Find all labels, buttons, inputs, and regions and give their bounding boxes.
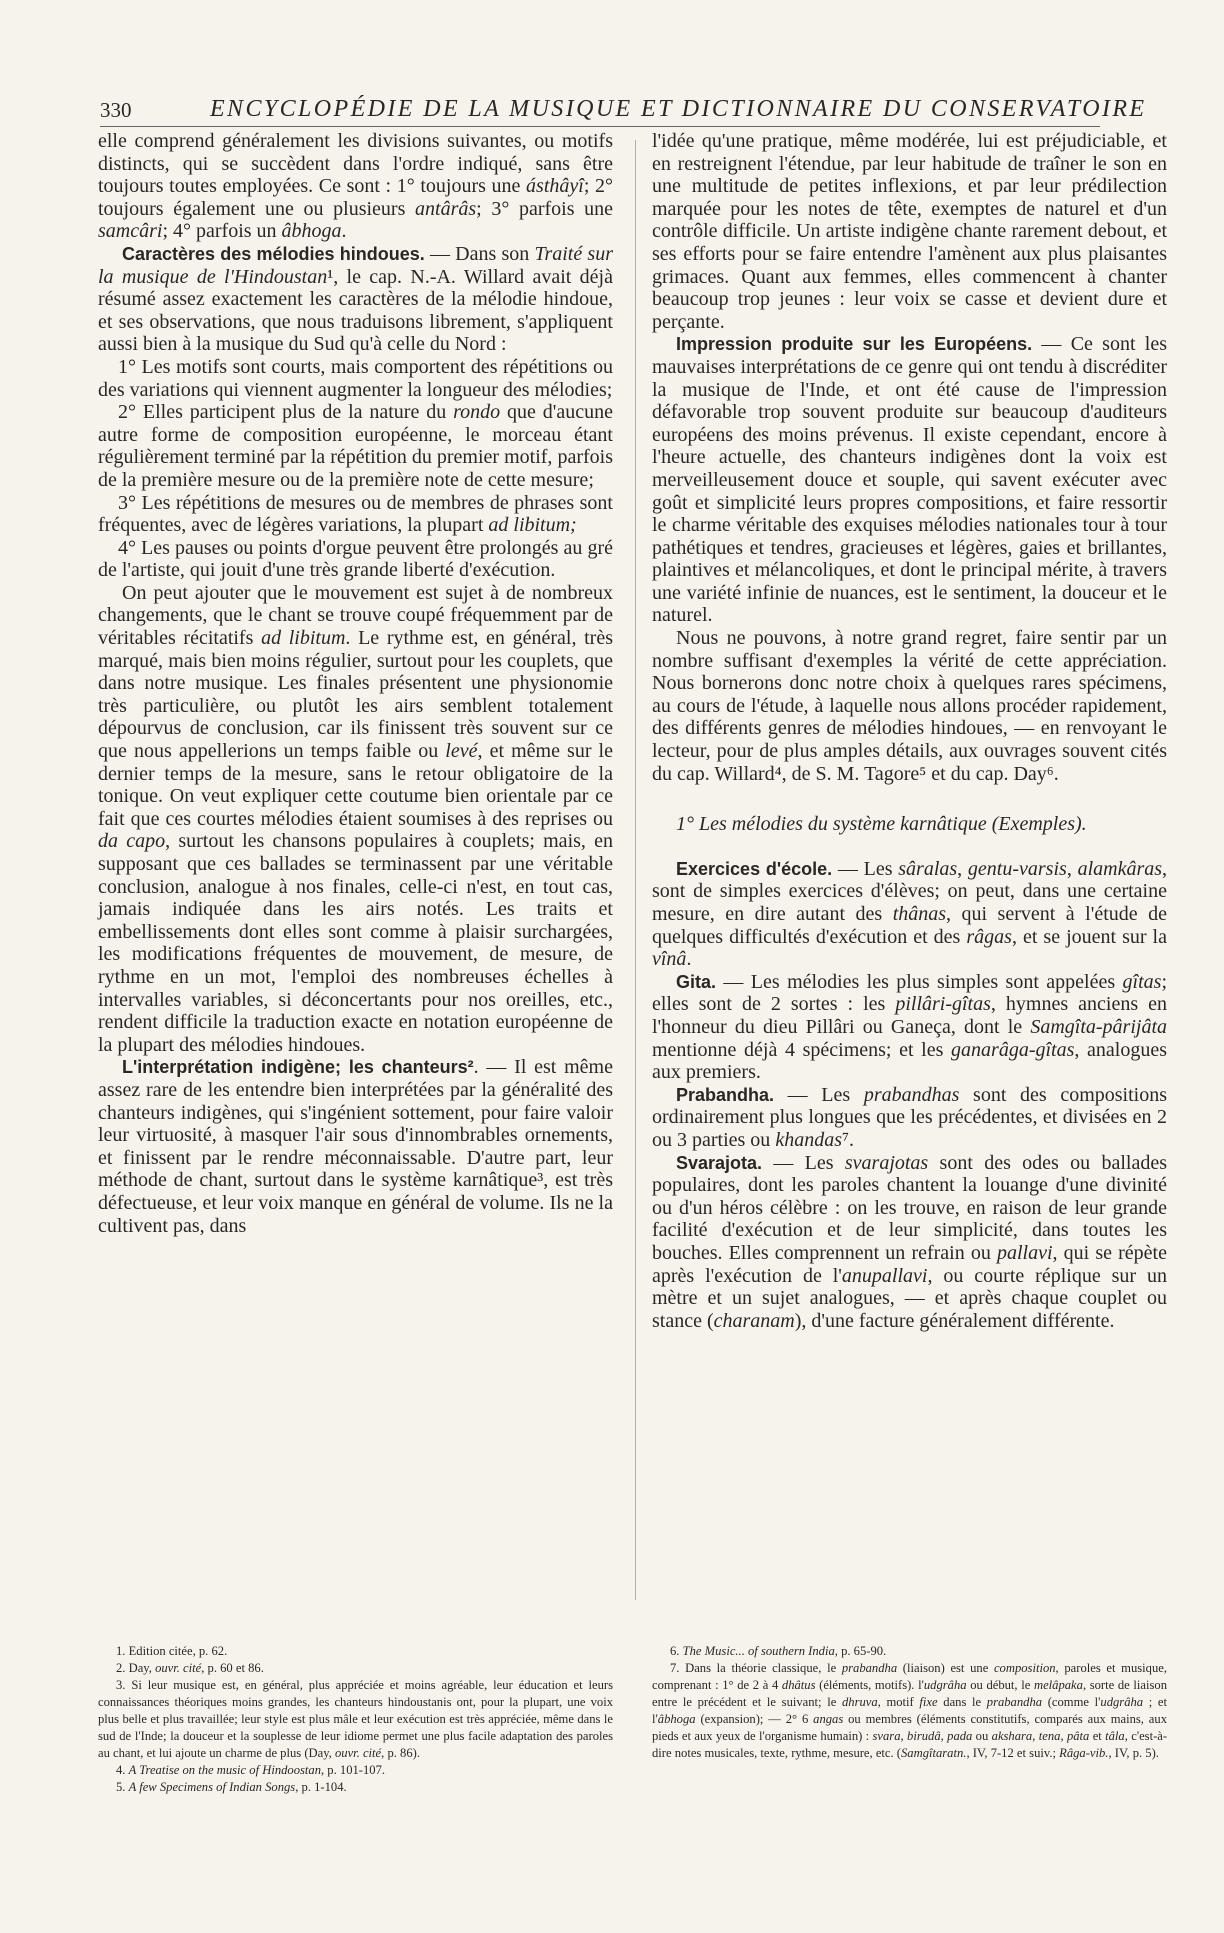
footnote: 4. A Treatise on the music of Hindoostan, p. 101-107. — [116, 1763, 386, 1777]
paragraph: Exercices d'école. — Les sâralas, gentu-varsis, alamkâras, sont de simples exercices d'élèves; on peut, dans une certaine mesure, en dire autant des thânas, qui servent à l'étude de quelques difficultés d'exécution et des râgas, et se jouent sur la vînâ. — [652, 857, 1168, 971]
paragraph: Prabandha. — Les prabandhas sont des compositions ordinairement plus longues que les précédentes, et divisées en 2 ou 3 parties ou khandas⁷. — [652, 1083, 1167, 1151]
footnotes-left — [98, 1643, 613, 1796]
paragraph: 2° Elles participent plus de la nature du rondo que d'aucune autre forme de composition européenne, le morceau étant régulièrement terminé par la répétition du premier motif, parfois de la première mesure ou de la première note de cette mesure; — [98, 401, 613, 491]
paragraph: L'interprétation indigène; les chanteurs². — Il est même assez rare de les entendre bien interprétées par la généralité des chanteurs indigènes, qui s'ingénient sottement, pour faire valoir leur virtuosité, à masquer l'air sous d'innombrables ornements, et finissent par le rendre méconnaissable. D'autre part, leur méthode de chant, surtout dans le système karnâtique³, est très défectueuse, et leur voix manque en général de volume. Ils ne la cultivent pas, dans — [98, 1056, 613, 1237]
paragraph: 3° Les répétitions de mesures ou de membres de phrases sont fréquentes, avec de légères variations, la plupart ad libitum; — [98, 491, 613, 537]
paragraph: On peut ajouter que le mouvement est sujet à de nombreux changements, que le chant se trouve coupé fréquemment par de véritables récitatifs ad libitum. Le rythme est, en général, très marqué, mais bien moins régulier, surtout pour les couplets, que dans notre musique. Les finales présentent une physionomie très particulière, ou plutôt les airs semblent totalement dépourvus de conclusion, car ils finissent très souvent sur ce que nous appellerions un temps faible ou levé, et même sur le dernier temps de la mesure, sans le retour obligatoire de la tonique. On veut expliquer cette coutume bien orientale par ce fait que ces courtes mélodies étaient soumises à des reprises ou da capo, surtout les chansons populaires à couplets; mais, en supposant que ces ballades se terminassent par une véritable conclusion, analogue à nos finales, celle-ci n'est, en tout cas, jamais indiquée dans les airs notés. Les traits et embellissements dont elles sont comme à plaisir surchargées, les modifications fréquentes de mouvement, de mesure, de rythme en un mot, l'emploi des nombreuses échelles à intervalles variables, si déconcertants pour nos oreilles, etc., rendent difficile la traduction exacte en notation européenne de la plupart des mélodies hindoues. — [98, 581, 613, 1056]
footnotes-right — [652, 1643, 1167, 1762]
running-title: ENCYCLOPÉDIE DE LA MUSIQUE ET DICTIONNAIRE DU CONSERVATOIRE — [210, 96, 1147, 122]
paragraph: Svarajota. — Les svarajotas sont des odes ou ballades populaires, dont les paroles chantent la louange d'une divinité ou d'un héros célèbre : on les trouve, en raison de leur grande facilité d'exécution et de leur simplicité, dans toutes les bouches. Elles comprennent un refrain ou pallavi, qui se répète après l'exécution de l'anupallavi, ou courte réplique sur un mètre et un sujet analogues, — et après chaque couplet ou stance (charanam), d'une facture généralement différente. — [652, 1151, 1167, 1332]
footnote: 1. Edition citée, p. 62. — [116, 1644, 228, 1658]
paragraph: 4° Les pauses ou points d'orgue peuvent être prolongés au gré de l'artiste, qui jouit d'une très grande liberté d'exécution. — [98, 536, 613, 582]
footnote: 6. The Music... of southern India, p. 65-90. — [670, 1644, 887, 1658]
paragraph: l'idée qu'une pratique, même modérée, lui est préjudiciable, et en restreignent l'étendue, par leur habitude de traîner le son en une multitude de petites inflexions, et par leur prédilection marquée pour les notes de tête, exemptes de naturel et d'un contrôle difficile. Un artiste indigène chante rarement debout, et ses efforts pour se faire entendre l'amènent aux plus plaisantes grimaces. Quant aux femmes, elles commencent à chanter beaucoup trop jeunes : leur voix se casse et devient dure et perçante. — [652, 130, 1167, 333]
footnote: 2. Day, ouvr. cité, p. 60 et 86. — [116, 1661, 264, 1675]
left-text-column — [98, 130, 613, 1237]
paragraph: elle comprend généralement les divisions suivantes, ou motifs distincts, qui se succèdent dans l'ordre indiqué, sans être toujours toutes employées. Ce sont : 1° toujours une ásthâyî; 2° toujours également une ou plusieurs antârâs; 3° parfois une samcâri; 4° parfois un âbhoga. — [98, 130, 614, 243]
footnote: 3. Si leur musique est, en général, plus appréciée et moins agréable, leur éducation et leurs connaissances théoriques moins grandes, les chanteurs hindoustanis ont, pour la plupart, une voix plus belle et plus travaillée; leur style est plus mâle et leur exécution est très appréciée, même dans le sud de l'Inde; la douceur et la souplesse de leur idiome permet une plus facile adaptation des paroles au chant, et lui ajoute un charme de plus (Day, ouvr. cité, p. 86). — [98, 1678, 613, 1760]
right-text-column — [652, 130, 1167, 1332]
paragraph: Impression produite sur les Européens. — Ce sont les mauvaises interprétations de ce genre qui ont tendu à discréditer la musique de l'Inde, et ont été cause de l'impression défavorable trop souvent produite sur beaucoup d'auditeurs européens des moins prévenus. Il existe cependant, encore à l'heure actuelle, des chanteurs indigènes dont la voix est merveilleusement douce et souple, qui savent exécuter avec goût et simplicité leurs propres compositions, et faire ressortir le charme véritable des exquises mélodies nationales tour à tour pathétiques et tendres, gracieuses et légères, gaies et brillantes, plaintives et mélancoliques, et dont le principal mérite, à travers une variété infinie de nuances, est le sentiment, la douceur et le naturel. — [652, 333, 1167, 627]
column-divider — [635, 140, 636, 1600]
page-header — [100, 96, 1147, 127]
section-subheading: 1° Les mélodies du système karnâtique (Exemples). — [676, 813, 1087, 836]
paragraph: Caractères des mélodies hindoues. — Dans son Traité sur la musique de l'Hindoustan¹, le cap. N.-A. Willard avait déjà résumé assez exactement les caractères de la mélodie hindoue, et ses observations, que nous traduisons librement, s'appliquent aussi bien à la musique du Sud qu'à celle du Nord : — [98, 242, 613, 356]
page-number: 330 — [100, 98, 132, 122]
paragraph: Gita. — Les mélodies les plus simples sont appelées gîtas; elles sont de 2 sortes : les pillâri-gîtas, hymnes anciens en l'honneur du dieu Pillâri ou Ganeça, dont le Samgîta-pârijâta mentionne déjà 4 spécimens; et les ganarâga-gîtas, analogues aux premiers. — [652, 970, 1167, 1084]
paragraph: 1° Les motifs sont courts, mais comportent des répétitions ou des variations qui viennent augmenter la longueur des mélodies; — [98, 355, 613, 401]
footnote: 5. A few Specimens of Indian Songs, p. 1-104. — [116, 1780, 347, 1794]
footnote: 7. Dans la théorie classique, le prabandha (liaison) est une composition, paroles et musique, comprenant : 1° de 2 à 4 dhâtus (éléments, motifs). l'udgrâha ou début, le melâpaka, sorte de liaison entre le précédent et le suivant; le dhruva, motif fixe dans le prabandha (comme l'udgrâha ; et l'âbhoga (expansion); — 2° 6 angas ou membres (éléments constitutifs, comparés aux mains, aux pieds et aux yeux de l'organisme humain) : svara, birudâ, pada ou akshara, tena, pâta et tâla, c'est-à-dire notes musicales, texte, rythme, mesure, etc. (Samgîtaratn., IV, 7-12 et suiv.; Râga-vib., IV, p. 5). — [652, 1661, 1168, 1760]
paragraph: Nous ne pouvons, à notre grand regret, faire sentir par un nombre suffisant d'exemples la vérité de cette appréciation. Nous bornerons donc notre choix à quelques rares spécimens, au cours de l'étude, à laquelle nous allons procéder rapidement, des différents genres de mélodies hindoues, — en renvoyant le lecteur, pour de plus amples détails, aux ouvrages souvent cités du cap. Willard⁴, de S. M. Tagore⁵ et du cap. Day⁶. — [652, 627, 1167, 785]
